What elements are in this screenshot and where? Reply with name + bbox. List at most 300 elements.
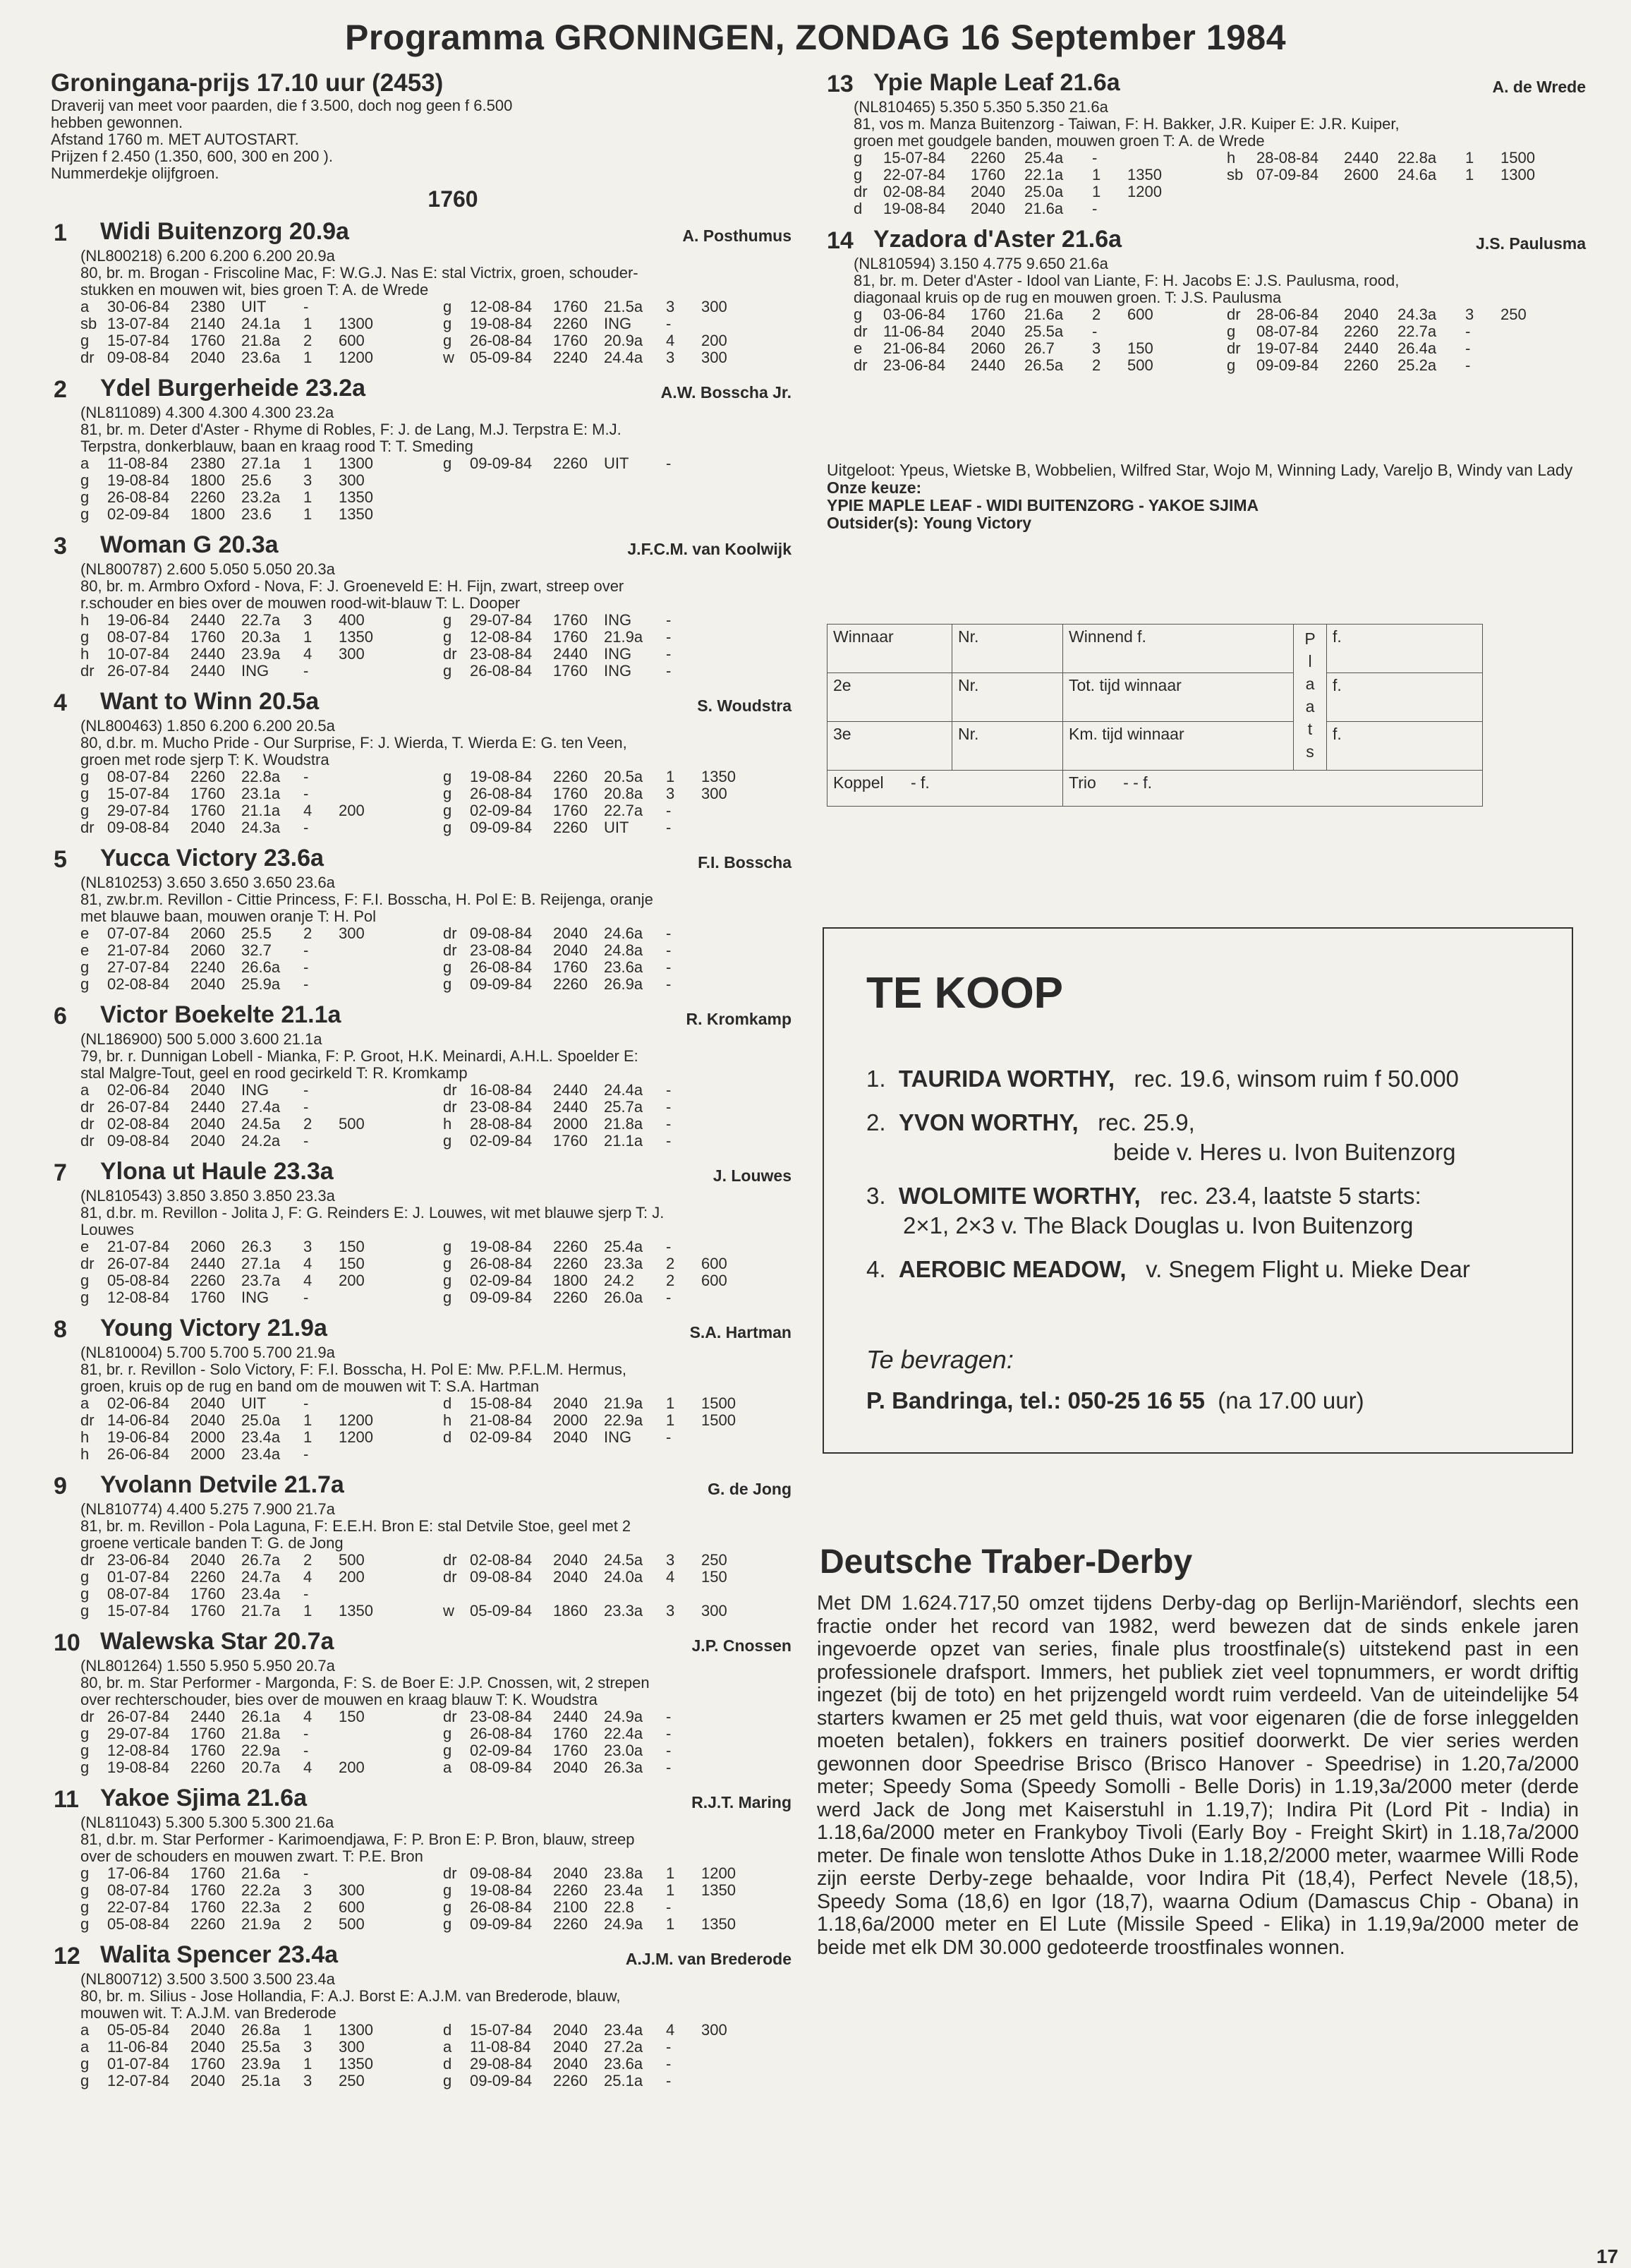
ad-title: TE KOOP: [866, 969, 1064, 1018]
run-field: dr: [443, 1864, 457, 1882]
run-field: [470, 1586, 553, 1603]
run-field: [701, 646, 751, 663]
run-field: [666, 506, 701, 523]
horse-number: 3: [54, 533, 67, 560]
run-field: g: [80, 1289, 90, 1306]
run-field: e: [80, 941, 90, 959]
horse-info-line: over de schouders en mouwen zwart. T: P.E. Bron: [80, 1847, 423, 1865]
run-field: g: [443, 1238, 452, 1255]
run-field: [1127, 200, 1177, 217]
run-record: [443, 1586, 792, 1603]
run-field: 27-07-84: [107, 958, 170, 976]
horse-entry: [51, 1158, 792, 1306]
run-field: 12-07-84: [107, 2072, 170, 2089]
run-field: dr: [80, 819, 95, 836]
run-field: -: [1092, 200, 1098, 217]
run-field: 4: [666, 1568, 675, 1586]
horse-runs: [80, 1708, 792, 1776]
horse-info-line: met blauwe baan, mouwen oranje T: H. Pol: [80, 907, 377, 925]
run-field: g: [443, 454, 452, 472]
winnend-label: Winnend f.: [1063, 625, 1294, 673]
run-field: 2260: [190, 1915, 225, 1933]
run-field: g: [443, 1132, 452, 1150]
race-info-line: Afstand 1760 m. MET AUTOSTART.: [51, 131, 299, 148]
run-field: g: [80, 1898, 90, 1916]
run-field: [339, 819, 388, 836]
nr-label-3: Nr.: [952, 722, 1063, 771]
run-field: 1350: [339, 488, 373, 506]
run-field: g: [443, 802, 452, 819]
horse-number: 6: [54, 1003, 67, 1030]
run-field: h: [80, 1428, 90, 1446]
run-field: 26-08-84: [470, 662, 533, 680]
run-field: 17-06-84: [107, 1864, 170, 1882]
run-field: [701, 942, 751, 959]
run-field: 2260: [553, 2072, 588, 2089]
run-record: [80, 1742, 429, 1759]
horse-info-line: groen, kruis op de rug en band om de mouwen wit T: S.A. Hartman: [80, 1377, 540, 1395]
run-field: 300: [701, 298, 727, 315]
horse-info-line: (NL800787) 2.600 5.050 5.050 20.3a: [80, 560, 335, 578]
run-field: [701, 1289, 751, 1306]
run-field: 1760: [553, 1132, 588, 1150]
run-record: [80, 332, 429, 349]
run-field: 2040: [190, 349, 225, 366]
run-field: 2000: [190, 1445, 225, 1463]
run-field: g: [443, 785, 452, 802]
run-field: -: [666, 645, 672, 663]
run-field: 1: [303, 628, 313, 646]
horse-driver: A. Posthumus: [682, 227, 792, 245]
run-field: 26.8a: [241, 2021, 281, 2039]
run-field: -: [303, 819, 309, 836]
run-field: 2040: [553, 1568, 588, 1586]
run-field: 23.7a: [241, 1272, 281, 1289]
horse-number: 11: [54, 1786, 79, 1813]
run-record: [443, 2022, 792, 2039]
run-field: a: [80, 2038, 90, 2056]
run-field: [701, 1708, 751, 1725]
run-field: 26-06-84: [107, 1445, 170, 1463]
nr-label: Nr.: [952, 625, 1063, 673]
run-field: [701, 1446, 751, 1463]
horse-name: Woman G 20.3a: [100, 531, 279, 558]
run-record: [1227, 183, 1586, 200]
horse-number: 4: [54, 689, 67, 716]
run-field: [701, 1082, 751, 1099]
run-field: 2440: [1344, 339, 1378, 357]
race-info-line: hebben gewonnen.: [51, 114, 183, 131]
run-field: [701, 1759, 751, 1776]
run-field: -: [666, 1098, 672, 1116]
run-field: a: [80, 1394, 90, 1412]
run-field: 2040: [971, 200, 1005, 217]
run-field: [339, 1742, 388, 1759]
run-field: 28-08-84: [470, 1115, 533, 1133]
run-field: 26.6a: [241, 958, 281, 976]
run-field: 2260: [1344, 322, 1378, 340]
run-field: 25.2a: [1397, 356, 1437, 374]
horse-info-line: stukken en mouwen wit, bies groen T: A. de Wrede: [80, 281, 429, 298]
run-field: ING: [604, 1428, 632, 1446]
run-field: ING: [604, 315, 632, 332]
run-field: 3: [666, 298, 675, 315]
run-field: 22.7a: [604, 802, 643, 819]
run-field: 2240: [553, 349, 588, 366]
horse-info-line: groene verticale banden T: G. de Jong: [80, 1534, 344, 1552]
run-field: 12-08-84: [107, 1289, 170, 1306]
run-field: -: [1465, 356, 1471, 374]
run-field: 20.8a: [604, 785, 643, 802]
run-record: [443, 332, 792, 349]
run-field: [339, 1099, 388, 1116]
run-field: g: [443, 332, 452, 349]
run-field: 1760: [190, 332, 225, 349]
horse-name: Widi Buitenzorg 20.9a: [100, 218, 349, 245]
run-field: 2260: [553, 768, 588, 785]
run-field: 2040: [553, 2038, 588, 2056]
horse-runs: [80, 768, 792, 836]
run-field: 200: [701, 332, 727, 349]
run-field: -: [303, 958, 309, 976]
run-field: 2380: [190, 454, 225, 472]
run-field: 01-07-84: [107, 1568, 170, 1586]
run-field: [1465, 183, 1500, 200]
horse-name: Walita Spencer 23.4a: [100, 1941, 339, 1968]
run-field: 19-06-84: [107, 611, 170, 629]
run-field: g: [80, 1915, 90, 1933]
run-field: 19-08-84: [107, 1759, 170, 1776]
run-record: [854, 357, 1213, 374]
run-record: [854, 323, 1213, 340]
horse-driver: R. Kromkamp: [686, 1010, 792, 1028]
run-field: g: [443, 1255, 452, 1272]
run-field: 21.9a: [241, 1915, 281, 1933]
run-field: [701, 1899, 751, 1916]
horse-name: Ypie Maple Leaf 21.6a: [873, 69, 1120, 96]
horse-info-line: (NL186900) 500 5.000 3.600 21.1a: [80, 1030, 322, 1048]
run-field: 1760: [190, 1725, 225, 1742]
run-field: 200: [339, 802, 365, 819]
run-field: 08-07-84: [107, 628, 170, 646]
run-field: [701, 1238, 751, 1255]
run-field: e: [80, 1238, 90, 1255]
run-field: 2040: [553, 1551, 588, 1569]
run-field: 1: [666, 768, 675, 785]
run-record: [80, 629, 429, 646]
run-field: 2040: [190, 2072, 225, 2089]
run-record: [443, 1916, 792, 1933]
run-record: [443, 455, 792, 472]
horse-driver: J.P. Cnossen: [691, 1636, 792, 1655]
run-field: d: [854, 200, 863, 217]
run-field: g: [80, 332, 90, 349]
plaats-label: P l a a t s: [1294, 625, 1327, 771]
run-field: 3: [303, 2038, 313, 2056]
run-field: 2240: [190, 958, 225, 976]
run-field: 2000: [553, 1115, 588, 1133]
run-field: [604, 1446, 666, 1463]
run-field: g: [1227, 322, 1236, 340]
run-field: [701, 489, 751, 506]
run-field: 2600: [1344, 166, 1378, 183]
run-field: 22.9a: [241, 1742, 281, 1759]
race-meta: [827, 462, 1589, 532]
run-field: 26-07-84: [107, 1255, 170, 1272]
run-field: 21.9a: [604, 1394, 643, 1412]
run-field: 3: [666, 785, 675, 802]
run-field: [1500, 200, 1550, 217]
run-field: 19-07-84: [1256, 339, 1319, 357]
run-field: 21.7a: [241, 1602, 281, 1619]
run-field: -: [666, 1759, 672, 1776]
run-field: g: [80, 1585, 90, 1603]
ad-item-sub: beide v. Heres u. Ivon Buitenzorg: [1113, 1139, 1456, 1165]
run-field: 2040: [190, 975, 225, 993]
run-field: h: [443, 1115, 452, 1133]
run-field: ING: [241, 1081, 269, 1099]
horse-info-line: (NL810004) 5.700 5.700 5.700 21.9a: [80, 1344, 335, 1361]
run-field: dr: [443, 645, 457, 663]
run-field: 2440: [553, 645, 588, 663]
run-field: dr: [1227, 306, 1241, 323]
run-field: 09-08-84: [107, 819, 170, 836]
run-field: 24.8a: [604, 941, 643, 959]
run-record: [80, 2022, 429, 2039]
run-field: [1500, 183, 1550, 200]
run-field: ING: [604, 645, 632, 663]
run-field: -: [303, 1725, 309, 1742]
run-field: 32.7: [241, 941, 272, 959]
run-field: g: [80, 1272, 90, 1289]
race-info-line: Nummerdekje olijfgroen.: [51, 164, 219, 182]
run-record: [443, 1603, 792, 1619]
run-field: g: [443, 2072, 452, 2089]
run-record: [1227, 306, 1586, 323]
run-field: dr: [80, 1115, 95, 1133]
run-field: [701, 1742, 751, 1759]
onze-keuze-label: Onze keuze:: [827, 478, 922, 497]
run-field: 4: [303, 802, 313, 819]
run-record: [443, 1412, 792, 1429]
run-field: ING: [241, 1289, 269, 1306]
run-field: -: [666, 941, 672, 959]
run-field: ING: [241, 662, 269, 680]
horse-info-line: 79, br. r. Dunnigan Lobell - Mianka, F: P. Groot, H.K. Meinardi, A.H.L. Spoelder E:: [80, 1047, 638, 1065]
run-field: 21.8a: [241, 1725, 281, 1742]
run-field: g: [443, 975, 452, 993]
run-record: [443, 1255, 792, 1272]
run-field: 1: [666, 1411, 675, 1429]
run-field: 28-08-84: [1256, 149, 1319, 167]
run-record: [443, 1882, 792, 1899]
ad-item-sub: 2×1, 2×3 v. The Black Douglas u. Ivon Buitenzorg: [903, 1212, 1414, 1238]
run-field: 300: [339, 471, 365, 489]
run-field: 1300: [339, 454, 373, 472]
run-field: 300: [701, 1602, 727, 1619]
run-field: 2440: [553, 1098, 588, 1116]
run-field: 2260: [553, 454, 588, 472]
run-field: [1127, 323, 1177, 340]
run-field: [701, 925, 751, 942]
run-field: [339, 1289, 388, 1306]
run-field: 10-07-84: [107, 645, 170, 663]
run-field: 3: [303, 2072, 313, 2089]
run-field: 2040: [553, 1864, 588, 1882]
run-field: 1: [666, 1394, 675, 1412]
run-field: -: [666, 2072, 672, 2089]
run-field: 15-07-84: [107, 332, 170, 349]
run-field: 2260: [1344, 356, 1378, 374]
horse-entry: [51, 1001, 792, 1150]
run-field: 21-06-84: [883, 339, 946, 357]
horse-entry: [51, 688, 792, 836]
run-field: 1760: [553, 298, 588, 315]
run-field: dr: [80, 1255, 95, 1272]
run-field: 24.5a: [241, 1115, 281, 1133]
run-field: 2060: [190, 924, 225, 942]
run-field: 1: [1092, 166, 1101, 183]
run-field: -: [303, 785, 309, 802]
run-field: 15-07-84: [883, 149, 946, 167]
run-field: 1500: [701, 1394, 736, 1412]
horse-info-line: (NL810465) 5.350 5.350 5.350 21.6a: [854, 98, 1108, 116]
run-field: 4: [666, 2021, 675, 2039]
run-field: g: [80, 1568, 90, 1586]
run-record: [443, 1446, 792, 1463]
run-record: [854, 340, 1213, 357]
run-field: [470, 1446, 553, 1463]
run-field: 19-08-84: [883, 200, 946, 217]
run-field: 01-07-84: [107, 2055, 170, 2073]
run-field: 24.6a: [1397, 166, 1437, 183]
run-field: -: [666, 1289, 672, 1306]
run-field: 26-08-84: [470, 1255, 533, 1272]
run-field: 23.3a: [604, 1602, 643, 1619]
run-field: 600: [339, 332, 365, 349]
run-field: a: [80, 2021, 90, 2039]
run-record: [80, 1429, 429, 1446]
run-field: 22-07-84: [883, 166, 946, 183]
horse-runs: [80, 925, 792, 993]
run-field: g: [443, 819, 452, 836]
run-record: [443, 1899, 792, 1916]
run-field: g: [443, 1272, 452, 1289]
run-field: 300: [339, 2038, 365, 2056]
run-field: 1760: [190, 1898, 225, 1916]
run-field: 09-08-84: [470, 1568, 533, 1586]
run-field: h: [80, 645, 90, 663]
run-field: 1800: [190, 471, 225, 489]
run-record: [80, 925, 429, 942]
run-field: 4: [303, 1272, 313, 1289]
run-record: [80, 2039, 429, 2056]
run-field: -: [666, 924, 672, 942]
run-field: 2040: [553, 941, 588, 959]
run-field: 3: [303, 1238, 313, 1255]
results-table: [827, 624, 1483, 807]
run-field: [701, 612, 751, 629]
run-field: 2060: [190, 941, 225, 959]
run-field: g: [80, 488, 90, 506]
run-field: 1500: [701, 1411, 736, 1429]
run-record: [443, 2056, 792, 2073]
horse-runs: [80, 455, 792, 523]
run-field: g: [80, 1725, 90, 1742]
horse-info-line: 80, br. m. Brogan - Friscoline Mac, F: W.G.J. Nas E: stal Victrix, groen, schouder-: [80, 264, 638, 282]
run-field: 500: [1127, 356, 1153, 374]
run-field: [701, 802, 751, 819]
run-field: [470, 506, 553, 523]
run-field: -: [666, 611, 672, 629]
horse-info-line: Louwes: [80, 1221, 134, 1238]
run-field: 2040: [190, 1115, 225, 1133]
run-field: [701, 455, 751, 472]
run-record: [1227, 167, 1586, 183]
run-field: 2260: [190, 488, 225, 506]
run-field: g: [443, 662, 452, 680]
run-field: 22.8: [604, 1898, 634, 1916]
run-field: 21.5a: [604, 298, 643, 315]
run-field: 2260: [553, 315, 588, 332]
run-field: 1760: [190, 1602, 225, 1619]
run-field: 2260: [190, 768, 225, 785]
run-field: 1: [303, 454, 313, 472]
run-field: 02-06-84: [107, 1081, 170, 1099]
run-record: [80, 1586, 429, 1603]
run-field: 1: [303, 349, 313, 366]
run-field: 25.1a: [241, 2072, 281, 2089]
run-field: [604, 506, 666, 523]
article-title: Deutsche Traber-Derby: [820, 1543, 1193, 1581]
run-field: 25.6: [241, 471, 272, 489]
run-field: 1760: [553, 1742, 588, 1759]
winnaar-label: Winnaar: [827, 625, 952, 673]
run-field: 11-08-84: [107, 454, 169, 472]
run-field: [1227, 183, 1256, 200]
horse-runs: [80, 1238, 792, 1306]
run-field: 300: [339, 1881, 365, 1899]
run-field: -: [666, 454, 672, 472]
run-field: 2040: [190, 1394, 225, 1412]
run-field: 20.7a: [241, 1759, 281, 1776]
run-field: 24.3a: [241, 819, 281, 836]
run-field: 2: [303, 1898, 313, 1916]
run-field: -: [666, 1708, 672, 1725]
run-field: [666, 1446, 701, 1463]
run-field: 1350: [701, 768, 736, 785]
ad-list: [866, 1064, 1470, 1298]
run-field: 26-08-84: [470, 958, 533, 976]
run-record: [443, 785, 792, 802]
horse-entry: [51, 1941, 792, 2089]
run-field: 300: [701, 349, 727, 366]
run-record: [443, 1725, 792, 1742]
run-field: 24.1a: [241, 315, 281, 332]
run-record: [443, 663, 792, 680]
run-field: w: [443, 1602, 454, 1619]
run-field: [701, 1429, 751, 1446]
run-field: -: [666, 819, 672, 836]
run-field: 26-08-84: [470, 1725, 533, 1742]
run-field: -: [303, 662, 309, 680]
derde-label: 3e: [827, 722, 952, 771]
run-field: 23.6a: [604, 958, 643, 976]
run-field: 1760: [971, 166, 1005, 183]
run-field: 2440: [190, 1708, 225, 1725]
run-field: [701, 315, 751, 332]
run-field: 25.5: [241, 924, 272, 942]
